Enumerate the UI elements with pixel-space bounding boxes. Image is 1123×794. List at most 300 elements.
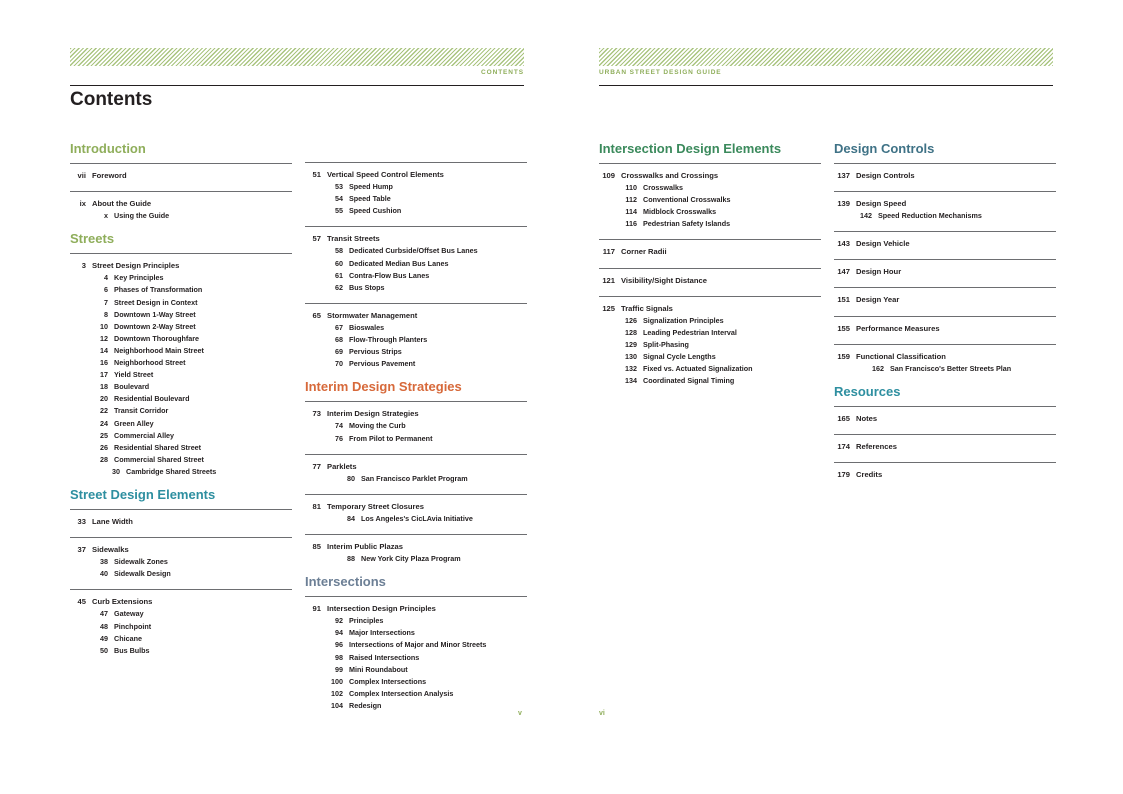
page-number: 130: [625, 352, 637, 362]
subentry-label: Coordinated Signal Timing: [643, 376, 735, 386]
toc-entry-row[interactable]: [305, 541, 527, 553]
toc-subentry-using-the-guide[interactable]: [70, 210, 292, 222]
toc-subentry-speed-cushion[interactable]: [305, 205, 527, 217]
page-number: 3: [81, 261, 86, 271]
section-heading-intersection-design-elements: Intersection Design Elements: [599, 141, 782, 156]
page-number: 179: [837, 470, 850, 480]
subentry-label: Key Principles: [114, 273, 164, 283]
subentry-label: Pedestrian Safety Islands: [643, 219, 731, 229]
toc-entry-row[interactable]: [70, 596, 292, 608]
page-number: 18: [100, 382, 108, 392]
toc-entry-design-controls[interactable]: [834, 163, 1056, 182]
subentry-label: Residential Boulevard: [114, 394, 190, 404]
page-number: 155: [837, 323, 850, 333]
section-heading-resources: Resources: [834, 383, 901, 399]
page-number: 22: [100, 406, 108, 416]
section-heading-street-design-elements: Street Design Elements: [70, 486, 216, 502]
toc-subentry-commercial-alley[interactable]: [70, 430, 292, 442]
page-number: 7: [104, 297, 108, 307]
subentry-label: Principles: [349, 616, 384, 626]
page-number: 109: [602, 171, 615, 180]
page-number: 137: [837, 171, 850, 180]
page-number: 142: [860, 211, 872, 221]
page-number: 55: [335, 206, 343, 216]
toc-subentry-leading-pedestrian-interval[interactable]: [599, 327, 821, 339]
subentry-label: Downtown 1-Way Street: [114, 309, 196, 319]
subentry-label: Los Angeles's CicLAvia Initiative: [361, 513, 473, 523]
page-number: 33: [77, 516, 86, 526]
toc-entry-traffic-signals[interactable]: [599, 296, 821, 388]
page-number: 99: [335, 664, 343, 674]
toc-subentry-pervious-strips[interactable]: [305, 346, 527, 358]
subentry-label: Major Intersections: [349, 628, 415, 638]
toc-subentry-residential-boulevard[interactable]: [70, 393, 292, 405]
page-number: x: [104, 211, 108, 221]
subentry-label: Boulevard: [114, 382, 150, 392]
toc-subentry-chicane[interactable]: [70, 633, 292, 645]
toc-subentry-los-angeles-s-ciclavia-initiative[interactable]: [305, 513, 527, 525]
toc-entry-intersection-design-principles[interactable]: [305, 596, 527, 712]
page-number: 143: [837, 239, 850, 249]
toc-entry-foreword[interactable]: [70, 163, 292, 182]
subentry-label: Conventional Crosswalks: [643, 195, 731, 205]
subentry-label: Residential Shared Street: [114, 442, 202, 452]
toc-subentry-downtown-thoroughfare[interactable]: [70, 333, 292, 345]
subentry-label: Phases of Transformation: [114, 285, 203, 295]
toc-subentry-street-design-in-context[interactable]: [70, 297, 292, 309]
toc-subentry-speed-reduction-mechanisms[interactable]: [834, 210, 1056, 222]
entry-label: Corner Radii: [621, 247, 667, 257]
page-number: 16: [100, 358, 108, 368]
page-number: 76: [335, 433, 343, 443]
subentry-label: Complex Intersection Analysis: [349, 688, 454, 698]
page-number: 67: [335, 322, 343, 332]
toc-subentry-split-phasing[interactable]: [599, 339, 821, 351]
toc-entry-row[interactable]: [70, 170, 292, 182]
subentry-label: Bioswales: [349, 322, 385, 332]
entry-label: References: [856, 441, 897, 451]
page-number: 25: [100, 430, 108, 440]
toc-entry-row[interactable]: [834, 441, 1056, 453]
section-heading-design-controls: Design Controls: [834, 141, 935, 156]
page-number: 69: [335, 347, 343, 357]
toc-subentry-new-york-city-plaza-program[interactable]: [305, 553, 527, 565]
page-number: 8: [104, 309, 108, 319]
subentry-label: Dedicated Median Bus Lanes: [349, 258, 449, 268]
subentry-label: Raised Intersections: [349, 652, 420, 662]
toc-entry-transit-streets[interactable]: [305, 226, 527, 293]
page-number: 165: [837, 413, 850, 423]
toc-entry-interim-design-strategies[interactable]: [305, 401, 527, 444]
toc-subentry-yield-street[interactable]: [70, 369, 292, 381]
page-number: 24: [100, 418, 108, 428]
toc-subentry-major-intersections[interactable]: [305, 627, 527, 639]
entry-label: Interim Public Plazas: [327, 541, 403, 551]
toc-subentry-pinchpoint[interactable]: [70, 621, 292, 633]
toc-entry-curb-extensions[interactable]: [70, 589, 292, 656]
toc-column-4: [834, 141, 1056, 490]
toc-entry-row[interactable]: [834, 413, 1056, 425]
toc-entry-row[interactable]: [834, 170, 1056, 182]
toc-subentry-from-pilot-to-permanent[interactable]: [305, 433, 527, 445]
page-number: 45: [77, 597, 86, 607]
running-head-guide-title: URBAN STREET DESIGN GUIDE: [599, 69, 722, 76]
toc-subentry-redesign[interactable]: [305, 700, 527, 712]
entry-label: Lane Width: [92, 516, 133, 526]
page-number: 147: [837, 267, 850, 277]
page-number: 81: [312, 501, 321, 511]
toc-subentry-flow-through-planters[interactable]: [305, 334, 527, 346]
toc-entry-row[interactable]: [305, 461, 527, 473]
page-number: 65: [312, 310, 321, 320]
toc-entry-row[interactable]: [305, 603, 527, 615]
page-number: 53: [335, 182, 343, 192]
page-number: 116: [625, 219, 637, 229]
toc-entry-row[interactable]: [305, 408, 527, 420]
toc-subentry-intersections-of-major-and-minor-streets[interactable]: [305, 639, 527, 651]
toc-entry-row[interactable]: [599, 170, 821, 182]
toc-subentry-crosswalks[interactable]: [599, 182, 821, 194]
subentry-label: Crosswalks: [643, 183, 683, 193]
subentry-label: Neighborhood Main Street: [114, 345, 204, 355]
subentry-label: Street Design in Context: [114, 297, 198, 307]
page-number: 51: [312, 170, 321, 179]
page-number: 91: [312, 604, 321, 614]
entry-label: Stormwater Management: [327, 310, 418, 320]
right-header-hatch-band: [599, 48, 1053, 66]
page-number: 162: [872, 363, 884, 373]
toc-subentry-mini-roundabout[interactable]: [305, 664, 527, 676]
toc-subentry-downtown-1-way-street[interactable]: [70, 309, 292, 321]
toc-subentry-signalization-principles[interactable]: [599, 315, 821, 327]
toc-subentry-cambridge-shared-streets[interactable]: [70, 466, 292, 478]
toc-entry-street-design-principles[interactable]: [70, 253, 292, 478]
right-header-rule: [599, 85, 1053, 86]
subentry-label: Dedicated Curbside/Offset Bus Lanes: [349, 246, 478, 256]
section-heading-interim-design-strategies: Interim Design Strategies: [305, 379, 462, 395]
entry-label: Crosswalks and Crossings: [621, 171, 719, 180]
toc-subentry-transit-corridor[interactable]: [70, 405, 292, 417]
toc-subentry-bus-bulbs[interactable]: [70, 645, 292, 657]
page-number: 6: [104, 285, 108, 295]
page-number: 92: [335, 616, 343, 626]
subentry-label: Intersections of Major and Minor Streets: [349, 640, 487, 650]
toc-subentry-complex-intersection-analysis[interactable]: [305, 688, 527, 700]
toc-subentry-pedestrian-safety-islands[interactable]: [599, 218, 821, 230]
toc-entry-row[interactable]: [834, 469, 1056, 481]
toc-subentry-signal-cycle-lengths[interactable]: [599, 351, 821, 363]
subentry-label: Pervious Pavement: [349, 359, 416, 369]
entry-label: Temporary Street Closures: [327, 501, 424, 511]
toc-subentry-speed-table[interactable]: [305, 193, 527, 205]
subentry-label: Fixed vs. Actuated Signalization: [643, 364, 753, 374]
entry-label: Parklets: [327, 461, 357, 471]
section-heading-streets: Streets: [70, 231, 115, 247]
page-number: 30: [112, 466, 120, 476]
page-number: 125: [602, 303, 615, 313]
toc-entry-row[interactable]: [305, 169, 527, 181]
toc-entry-design-speed[interactable]: [834, 191, 1056, 222]
toc-subentry-downtown-2-way-street[interactable]: [70, 321, 292, 333]
page-number: 50: [100, 645, 108, 655]
toc-entry-row[interactable]: [834, 198, 1056, 210]
entry-label: Transit Streets: [327, 234, 380, 244]
page-number: 62: [335, 282, 343, 292]
toc-subentry-gateway[interactable]: [70, 608, 292, 620]
toc-subentry-neighborhood-main-street[interactable]: [70, 345, 292, 357]
entry-label: Design Hour: [856, 267, 902, 277]
toc-subentry-moving-the-curb[interactable]: [305, 420, 527, 432]
toc-subentry-dedicated-curbside-offset-bus-lanes[interactable]: [305, 245, 527, 257]
toc-subentry-commercial-shared-street[interactable]: [70, 454, 292, 466]
toc-entry-references[interactable]: [834, 434, 1056, 453]
page-number: 47: [100, 609, 108, 619]
toc-entry-design-hour[interactable]: [834, 259, 1056, 278]
page-number: 28: [100, 454, 108, 464]
running-head-contents: CONTENTS: [481, 69, 524, 76]
toc-subentry-contra-flow-bus-lanes[interactable]: [305, 270, 527, 282]
toc-subentry-sidewalk-design[interactable]: [70, 568, 292, 580]
toc-entry-parklets[interactable]: [305, 454, 527, 485]
page-number: 26: [100, 442, 108, 452]
subentry-label: San Francisco Parklet Program: [361, 473, 468, 483]
subentry-label: Commercial Shared Street: [114, 454, 204, 464]
page-number: 84: [347, 513, 355, 523]
toc-entry-stormwater-management[interactable]: [305, 303, 527, 370]
section-heading-intersections: Intersections: [305, 574, 386, 590]
page-number: ix: [79, 199, 86, 209]
page-number: 117: [602, 247, 615, 257]
toc-entry-row[interactable]: [70, 544, 292, 556]
page-number: 98: [335, 652, 343, 662]
toc-entry-vertical-speed-control-elements[interactable]: [305, 162, 527, 217]
toc-subentry-sidewalk-zones[interactable]: [70, 556, 292, 568]
toc-entry-sidewalks[interactable]: [70, 537, 292, 580]
page-number: 85: [312, 541, 321, 551]
toc-entry-row[interactable]: [70, 198, 292, 210]
subentry-label: Midblock Crosswalks: [643, 207, 717, 217]
subentry-label: Downtown Thoroughfare: [114, 333, 200, 343]
page-number: 128: [625, 327, 637, 337]
subentry-label: Redesign: [349, 700, 382, 710]
entry-label: Visibility/Sight Distance: [621, 275, 707, 285]
page-number: 112: [625, 195, 637, 205]
toc-entry-about-the-guide[interactable]: [70, 191, 292, 222]
entry-label: Curb Extensions: [92, 597, 153, 607]
toc-entry-row[interactable]: [834, 351, 1056, 363]
toc-entry-temporary-street-closures[interactable]: [305, 494, 527, 525]
subentry-label: San Francisco's Better Streets Plan: [890, 363, 1012, 373]
toc-subentry-green-alley[interactable]: [70, 418, 292, 430]
entry-label: Functional Classification: [856, 351, 946, 361]
page-number: 114: [625, 207, 637, 217]
subentry-label: Contra-Flow Bus Lanes: [349, 270, 430, 280]
toc-entry-crosswalks-and-crossings[interactable]: [599, 163, 821, 230]
page-number: 77: [312, 461, 321, 471]
toc-entry-performance-measures[interactable]: [834, 316, 1056, 335]
toc-subentry-raised-intersections[interactable]: [305, 652, 527, 664]
toc-subentry-san-francisco-s-better-streets-plan[interactable]: [834, 363, 1056, 375]
subentry-label: From Pilot to Permanent: [349, 433, 433, 443]
page-number: 60: [335, 258, 343, 268]
entry-label: Intersection Design Principles: [327, 604, 436, 614]
page-number: 132: [625, 364, 637, 374]
page-number: 57: [312, 234, 321, 244]
entry-label: Foreword: [92, 171, 127, 180]
subentry-label: Bus Bulbs: [114, 645, 150, 655]
toc-column-1: [70, 141, 292, 666]
entry-label: Notes: [856, 413, 878, 423]
toc-subentry-principles[interactable]: [305, 615, 527, 627]
folio-left: v: [518, 710, 522, 717]
page-number: 126: [625, 315, 637, 325]
page-number: 73: [312, 409, 321, 419]
page-number: 102: [331, 688, 343, 698]
page-number: 40: [100, 569, 108, 579]
entry-label: Credits: [856, 470, 883, 480]
subentry-label: Cambridge Shared Streets: [126, 466, 217, 476]
toc-subentry-boulevard[interactable]: [70, 381, 292, 393]
page-number: 74: [335, 421, 343, 431]
toc-entry-row[interactable]: [70, 260, 292, 272]
subentry-label: Sidewalk Zones: [114, 557, 168, 567]
entry-label: Design Vehicle: [856, 239, 910, 249]
page-number: 88: [347, 554, 355, 564]
entry-label: Vertical Speed Control Elements: [327, 170, 444, 179]
toc-subentry-midblock-crosswalks[interactable]: [599, 206, 821, 218]
page-number: 4: [104, 273, 108, 283]
subentry-label: Leading Pedestrian Interval: [643, 327, 737, 337]
toc-subentry-conventional-crosswalks[interactable]: [599, 194, 821, 206]
toc-subentry-san-francisco-parklet-program[interactable]: [305, 473, 527, 485]
toc-entry-notes[interactable]: [834, 406, 1056, 425]
page-number: 38: [100, 557, 108, 567]
toc-entry-row[interactable]: [305, 501, 527, 513]
page-number: 151: [837, 295, 850, 305]
page-number: 174: [837, 441, 850, 451]
page-number: 48: [100, 621, 108, 631]
subentry-label: Transit Corridor: [114, 406, 169, 416]
subentry-label: Commercial Alley: [114, 430, 175, 440]
page-title: Contents: [70, 89, 153, 110]
entry-label: Design Speed: [856, 199, 907, 209]
toc-subentry-residential-shared-street[interactable]: [70, 442, 292, 454]
subentry-label: Speed Table: [349, 194, 391, 204]
subentry-label: Speed Reduction Mechanisms: [878, 211, 982, 221]
subentry-label: Sidewalk Design: [114, 569, 171, 579]
page-number: 49: [100, 633, 108, 643]
toc-entry-row[interactable]: [599, 275, 821, 287]
page-number: 80: [347, 473, 355, 483]
subentry-label: Speed Hump: [349, 182, 393, 192]
subentry-label: Chicane: [114, 633, 142, 643]
subentry-label: Gateway: [114, 609, 144, 619]
toc-entry-design-vehicle[interactable]: [834, 231, 1056, 250]
page-number: 12: [100, 333, 108, 343]
page-number: vii: [77, 171, 86, 180]
toc-entry-credits[interactable]: [834, 462, 1056, 481]
toc-entry-row[interactable]: [834, 323, 1056, 335]
toc-entry-row[interactable]: [305, 310, 527, 322]
subentry-label: Signalization Principles: [643, 315, 724, 325]
toc-subentry-key-principles[interactable]: [70, 272, 292, 284]
page-number: 17: [100, 370, 108, 380]
toc-entry-row[interactable]: [834, 294, 1056, 306]
toc-entry-row[interactable]: [834, 266, 1056, 278]
subentry-label: Bus Stops: [349, 282, 385, 292]
page-number: 68: [335, 335, 343, 345]
page-number: 139: [837, 199, 850, 209]
page-number: 61: [335, 270, 343, 280]
toc-entry-row[interactable]: [599, 303, 821, 315]
toc-entry-row[interactable]: [305, 233, 527, 245]
subentry-label: Pervious Strips: [349, 347, 402, 357]
toc-subentry-phases-of-transformation[interactable]: [70, 284, 292, 296]
toc-column-2: [305, 141, 527, 721]
subentry-label: New York City Plaza Program: [361, 554, 461, 564]
toc-subentry-complex-intersections[interactable]: [305, 676, 527, 688]
toc-subentry-bus-stops[interactable]: [305, 282, 527, 294]
entry-label: Performance Measures: [856, 323, 940, 333]
toc-subentry-coordinated-signal-timing[interactable]: [599, 375, 821, 387]
subentry-label: Downtown 2-Way Street: [114, 321, 196, 331]
page-number: 10: [100, 321, 108, 331]
entry-label: Traffic Signals: [621, 303, 673, 313]
toc-subentry-dedicated-median-bus-lanes[interactable]: [305, 258, 527, 270]
subentry-label: Green Alley: [114, 418, 154, 428]
toc-subentry-fixed-vs-actuated-signalization[interactable]: [599, 363, 821, 375]
toc-entry-visibility-sight-distance[interactable]: [599, 268, 821, 287]
toc-subentry-bioswales[interactable]: [305, 322, 527, 334]
section-heading-introduction: Introduction: [70, 141, 146, 156]
toc-subentry-neighborhood-street[interactable]: [70, 357, 292, 369]
entry-label: Street Design Principles: [92, 261, 180, 271]
toc-entry-lane-width[interactable]: [70, 509, 292, 528]
subentry-label: Neighborhood Street: [114, 358, 186, 368]
toc-entry-row[interactable]: [599, 246, 821, 258]
page-number: 37: [77, 545, 86, 555]
toc-entry-corner-radii[interactable]: [599, 239, 821, 258]
toc-entry-row[interactable]: [834, 238, 1056, 250]
subentry-label: Signal Cycle Lengths: [643, 352, 716, 362]
toc-column-3: [599, 141, 821, 396]
toc-entry-row[interactable]: [70, 516, 292, 528]
page-number: 134: [625, 376, 637, 386]
subentry-label: Moving the Curb: [349, 421, 406, 431]
entry-label: Interim Design Strategies: [327, 409, 419, 419]
entry-label: Design Controls: [856, 171, 915, 180]
page-number: 20: [100, 394, 108, 404]
subentry-label: Using the Guide: [114, 211, 170, 221]
page-number: 100: [331, 676, 343, 686]
toc-subentry-speed-hump[interactable]: [305, 181, 527, 193]
toc-subentry-pervious-pavement[interactable]: [305, 358, 527, 370]
subentry-label: Mini Roundabout: [349, 664, 408, 674]
subentry-label: Flow-Through Planters: [349, 335, 428, 345]
page-number: 104: [331, 700, 343, 710]
toc-entry-design-year[interactable]: [834, 287, 1056, 306]
subentry-label: Speed Cushion: [349, 206, 402, 216]
page-number: 159: [837, 351, 850, 361]
toc-entry-interim-public-plazas[interactable]: [305, 534, 527, 565]
page-number: 94: [335, 628, 343, 638]
subentry-label: Yield Street: [114, 370, 154, 380]
toc-entry-functional-classification[interactable]: [834, 344, 1056, 375]
left-header-rule: [70, 85, 524, 86]
entry-label: Design Year: [856, 295, 900, 305]
page-number: 129: [625, 339, 637, 349]
page-number: 14: [100, 345, 108, 355]
